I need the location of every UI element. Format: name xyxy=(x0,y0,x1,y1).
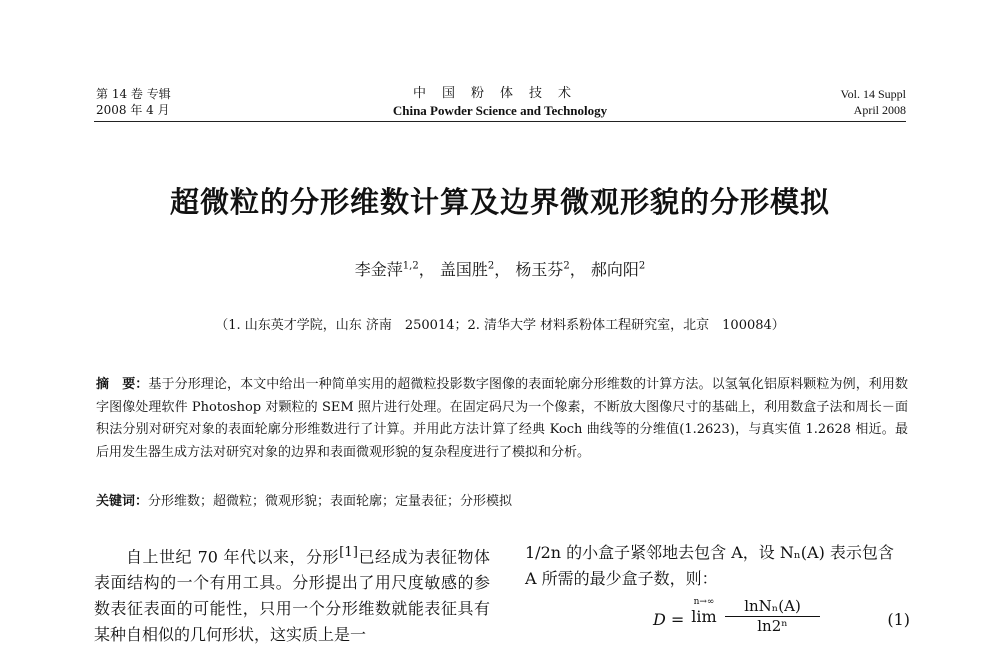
body-column-right xyxy=(525,540,910,635)
volume-en: Vol. 14 Suppl xyxy=(840,87,906,101)
journal-name-cn: 中国粉体技术 xyxy=(412,86,587,101)
equation-limit xyxy=(684,597,724,627)
author: 李金萍$^{1,2}$， xyxy=(354,260,435,279)
body-column-left xyxy=(94,540,490,648)
affiliations: （1. 山东英才学院，山东 济南 250014；2. 清华大学 材料系粉体工程研究室，北京 100084） xyxy=(215,318,785,333)
paragraph: 自上世纪 70 年代以来，分形[1]已经成为表征物体表面结构的一个有用工具。分形提出了用尺度敏感的参数表征表面的可能性，只用一个分形维数就能表征具有某种自相似的几何形状，这实质上是一 xyxy=(94,545,490,645)
citation-ref: [1] xyxy=(339,545,358,560)
equation-fraction xyxy=(725,597,820,635)
keywords-text: 分形维数；超微粒；微观形貌；表面轮廓；定量表征；分形模拟 xyxy=(148,494,513,509)
volume-issue: 第 14 卷 专辑 xyxy=(96,87,171,101)
author: 杨玉芬$^2$， xyxy=(515,260,586,279)
publication-date-cn: 2008 年 4 月 xyxy=(96,103,170,117)
abstract xyxy=(96,374,908,464)
paragraph-line: 1/2n 的小盒子紧邻地去包含 A，设 Nₙ(A) 表示包含 xyxy=(525,543,894,562)
fraction-denominator: ln2ⁿ xyxy=(757,617,788,635)
header-rule xyxy=(94,121,906,122)
equation-1 xyxy=(525,597,910,637)
journal-name-en: China Powder Science and Technology xyxy=(392,103,608,118)
header-right xyxy=(841,86,906,118)
paper-title: 超微粒的分形维数计算及边界微观形貌的分形模拟 xyxy=(169,185,830,219)
fraction-numerator: lnNₙ(A) xyxy=(725,597,820,617)
equation-lhs: D = xyxy=(653,610,685,629)
author: 郝向阳$^2$ xyxy=(590,260,646,279)
paragraph-line: A 所需的最少盒子数，则： xyxy=(525,569,718,588)
equation-number: (1) xyxy=(887,610,910,629)
abstract-text: 基于分形理论，本文中给出一种简单实用的超微粒投影数字图像的表面轮廓分形维数的计算方法。以氢氧化铝原料颗粒为例，利用数字图像处理软件 Photoshop 对颗粒的 SEM 照片进行处理。在固定码尺为一个像素，不断放大图像尺寸的基础上，利用数盒子法和周长－面积法分别对研究对象的表面轮廓分形维数进行了计算。并用此方法计算了经典 Koch 曲线等的分维值(1.2623)，与真实值 1.2628 相近。最后用发生器生成方法对研究对象的边界和表面微观形貌的复杂程度进行了模拟和分析。 xyxy=(96,377,908,460)
keywords-label: 关键词： xyxy=(96,494,149,509)
abstract-label: 摘 要： xyxy=(96,377,149,392)
author-list xyxy=(0,257,1000,280)
author: 盖国胜$^2$， xyxy=(439,260,511,279)
limit-subscript: n→∞ xyxy=(693,597,715,607)
limit-word: lim xyxy=(691,607,717,626)
publication-date-en: April 2008 xyxy=(853,103,906,117)
keywords xyxy=(96,492,908,512)
